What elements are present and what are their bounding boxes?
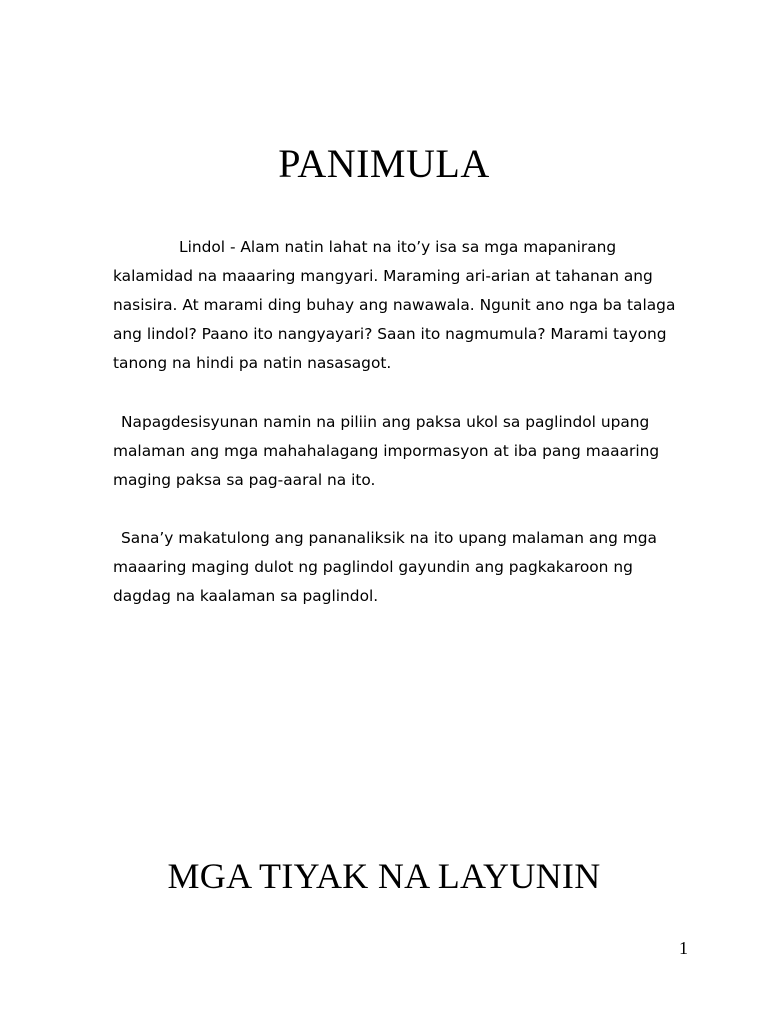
paragraph-purpose: Sana’y makatulong ang pananaliksik na ito upang malaman ang mga maaaring maging dulot ng paglindol gayundin ang pagkakaroon ng dagdag na kaalaman sa paglindol. xyxy=(113,529,657,605)
section-heading: MGA TIYAK NA LAYUNIN xyxy=(167,856,601,896)
page-title: PANIMULA xyxy=(278,141,490,186)
paragraph-introduction: Lindol - Alam natin lahat na ito’y isa sa mga mapanirang kalamidad na maaaring mangyari. Maraming ari-arian at tahanan ang nasisira. At marami ding buhay ang nawawala. Ngunit ano nga ba talaga ang lindol? Paano ito nangyayari? Saan ito nagmumula? Marami tayong tanong na hindi pa natin nasasagot. xyxy=(113,238,676,372)
page-number: 1 xyxy=(679,938,688,958)
paragraph-topic-choice: Napagdesisyunan namin na piliin ang paksa ukol sa paglindol upang malaman ang mga mahahalagang impormasyon at iba pang maaaring maging paksa sa pag-aaral na ito. xyxy=(113,413,660,489)
